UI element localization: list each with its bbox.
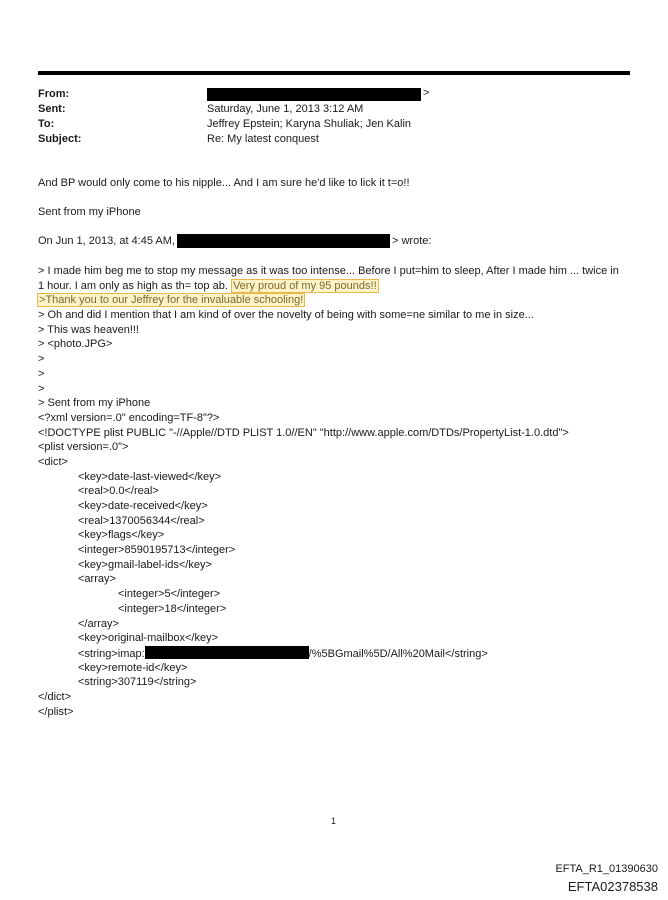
- highlight-annotation: Very proud of my 95 pounds!!: [232, 279, 377, 292]
- xml-line: <real>1370056344</real>: [78, 514, 205, 527]
- body-line: And BP would only come to his nipple... And I am sure he'd like to lick it t=o!!: [38, 177, 410, 189]
- redaction: [177, 234, 390, 248]
- to-label: To:: [38, 118, 55, 130]
- xml-line: <key>gmail-label-ids</key>: [78, 558, 212, 571]
- quoted-line: [38, 279, 619, 294]
- quoted-line: >: [38, 353, 45, 366]
- quoted-line: > Oh and did I mention that I am kind of over the novelty of being with some=ne similar to me in size...: [38, 309, 534, 322]
- xml-line: <key>date-last-viewed</key>: [78, 470, 222, 483]
- quoted-marker: >: [39, 294, 46, 307]
- xml-line: <key>original-mailbox</key>: [78, 632, 219, 645]
- quoted-line: > <photo.JPG>: [38, 338, 113, 351]
- xml-line: <string>307119</string>: [78, 676, 197, 689]
- header-rule: [38, 71, 630, 75]
- quoted-line: >: [38, 382, 45, 395]
- signature: Sent from my iPhone: [38, 206, 141, 218]
- quoted-line: > I made him beg me to stop my message as it was too intense... Before I put=him to sleep, After I made him ... twice in: [38, 265, 619, 277]
- xml-text: <string>imap:: [78, 647, 145, 660]
- redaction: [145, 646, 309, 659]
- from-suffix: >: [423, 87, 430, 99]
- xml-line: <key>date-received</key>: [78, 500, 208, 512]
- xml-line: <key>remote-id</key>: [78, 661, 188, 674]
- bates-stamp-2: EFTA02378538: [567, 879, 658, 894]
- xml-line: <integer>5</integer>: [118, 588, 221, 601]
- xml-line: </dict>: [38, 690, 72, 703]
- quoted-line: >: [38, 367, 45, 380]
- xml-line: <!DOCTYPE plist PUBLIC "-//Apple//DTD PLIST 1.0//EN" "http://www.apple.com/DTDs/PropertyList-1.0.dtd">: [38, 426, 569, 439]
- page-number: 1: [331, 816, 337, 826]
- sent-label: Sent:: [38, 103, 66, 115]
- xml-text: /%5BGmail%5D/All%20Mail</string>: [308, 647, 488, 660]
- xml-line: [38, 646, 619, 661]
- subject-label: Subject:: [38, 133, 82, 145]
- highlight-annotation: Thank you to our Jeffrey for the invaluable schooling!: [45, 294, 304, 307]
- xml-line: <plist version=.0">: [38, 441, 129, 454]
- xml-line: <real>0.0</real>: [78, 485, 159, 498]
- redaction: [207, 88, 421, 101]
- quoted-line: [38, 293, 619, 308]
- subject-value: Re: My latest conquest: [207, 133, 319, 145]
- xml-line: <dict>: [38, 455, 68, 468]
- quoted-line: > Sent from my iPhone: [38, 397, 151, 410]
- quoted-message: [38, 264, 619, 719]
- xml-line: <key>flags</key>: [78, 529, 165, 542]
- xml-line: <integer>18</integer>: [118, 602, 227, 615]
- on-wrote-suffix: > wrote:: [392, 235, 432, 247]
- xml-line: <array>: [78, 573, 116, 586]
- to-value: Jeffrey Epstein; Karyna Shuliak; Jen Kalin: [207, 118, 412, 130]
- xml-line: </array>: [78, 617, 119, 630]
- xml-line: <?xml version=.0" encoding=TF-8"?>: [38, 411, 220, 424]
- xml-line: </plist>: [38, 705, 74, 718]
- on-wrote-prefix: On Jun 1, 2013, at 4:45 AM,: [38, 235, 175, 247]
- from-label: From:: [38, 88, 70, 100]
- quoted-line: > This was heaven!!!: [38, 323, 139, 336]
- bates-stamp-1: EFTA_R1_01390630: [555, 863, 658, 875]
- quoted-text: 1 hour. I am only as high as th= top ab.: [38, 279, 228, 292]
- xml-line: <integer>8590195713</integer>: [78, 544, 236, 557]
- sent-value: Saturday, June 1, 2013 3:12 AM: [207, 103, 364, 115]
